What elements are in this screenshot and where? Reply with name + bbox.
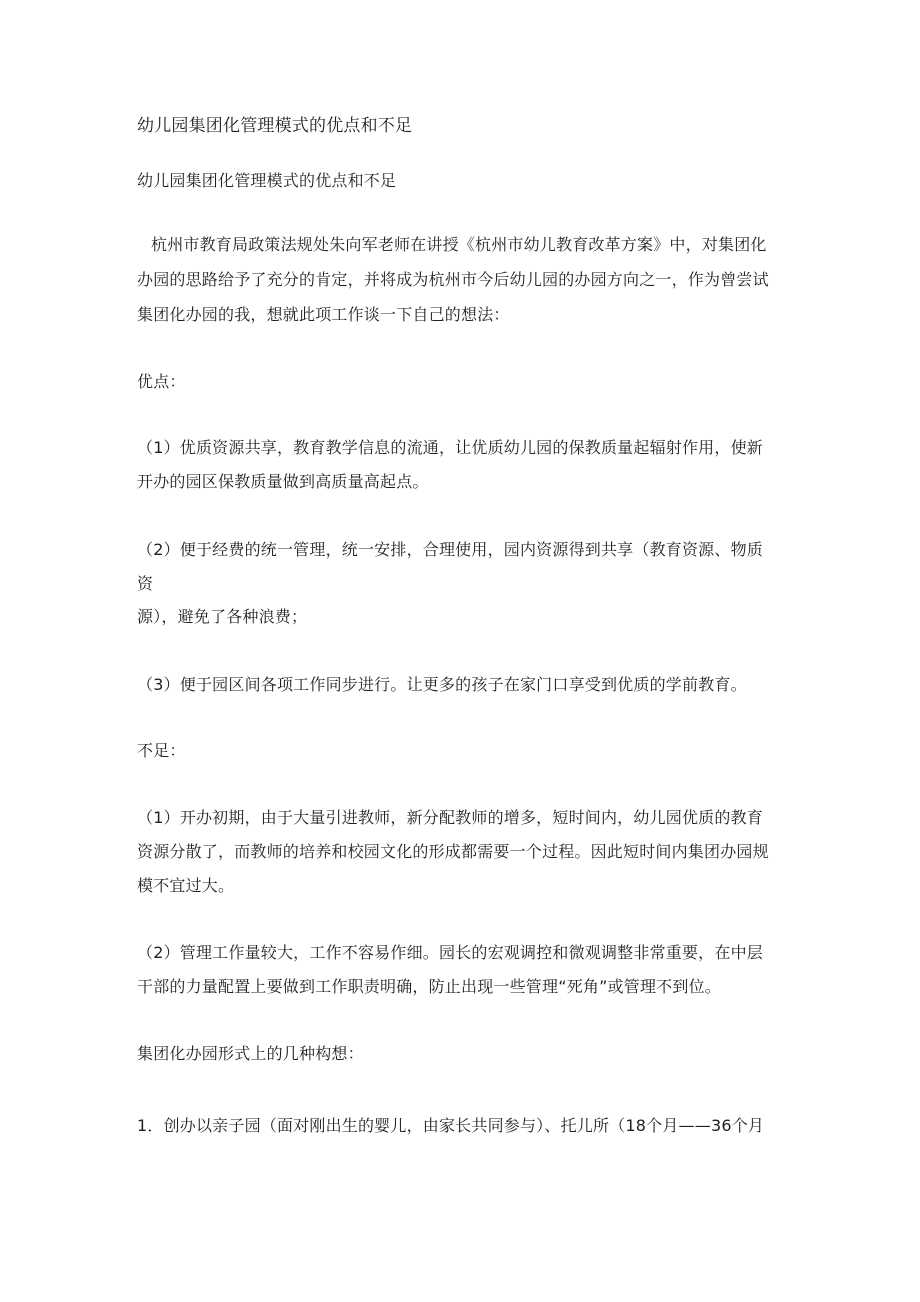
disadvantages-heading: 不足： — [137, 741, 186, 760]
advantage-item-line: （3）便于园区间各项工作同步进行。让更多的孩子在家门口享受到优质的学前教育。 — [137, 675, 747, 694]
disadvantage-item-line: 干部的力量配置上要做到工作职责明确，防止出现一些管理“死角”或管理不到位。 — [137, 977, 721, 996]
document-subtitle: 幼儿园集团化管理模式的优点和不足 — [137, 171, 397, 190]
intro-line: 杭州市教育局政策法规处朱向军老师在讲授《杭州市幼儿教育改革方案》中，对集团化 — [151, 235, 767, 254]
intro-line: 办园的思路给予了充分的肯定，并将成为杭州市今后幼儿园的办园方向之一，作为曾尝试 — [137, 270, 769, 289]
advantages-heading: 优点： — [137, 372, 186, 391]
advantage-item-line: 源），避免了各种浪费； — [137, 607, 308, 626]
advantage-item-line: （1）优质资源共享，教育教学信息的流通，让优质幼儿园的保教质量起辐射作用，使新 — [137, 438, 763, 457]
disadvantage-item-line: （2）管理工作量较大，工作不容易作细。园长的宏观调控和微观调整非常重要，在中层 — [137, 943, 763, 962]
disadvantage-item-line: 模不宜过大。 — [137, 876, 235, 895]
intro-line: 集团化办园的我，想就此项工作谈一下自己的想法： — [137, 305, 510, 324]
disadvantage-item-line: 资源分散了，而教师的培养和校园文化的形成都需要一个过程。因此短时间内集团办园规 — [137, 842, 769, 861]
advantage-item-line: 资 — [137, 574, 154, 593]
document-title: 幼儿园集团化管理模式的优点和不足 — [137, 116, 413, 136]
advantage-item-line: 开办的园区保教质量做到高质量高起点。 — [137, 472, 429, 491]
disadvantage-item-line: （1）开办初期，由于大量引进教师，新分配教师的增多，短时间内，幼儿园优质的教育 — [137, 808, 763, 827]
advantage-item-line: （2）便于经费的统一管理，统一安排，合理使用，园内资源得到共享（教育资源、物质 — [137, 540, 763, 559]
idea-item-line: 1．创办以亲子园（面对刚出生的婴儿，由家长共同参与）、托儿所（18个月——36个月 — [137, 1116, 765, 1135]
ideas-heading: 集团化办园形式上的几种构想： — [137, 1044, 364, 1063]
